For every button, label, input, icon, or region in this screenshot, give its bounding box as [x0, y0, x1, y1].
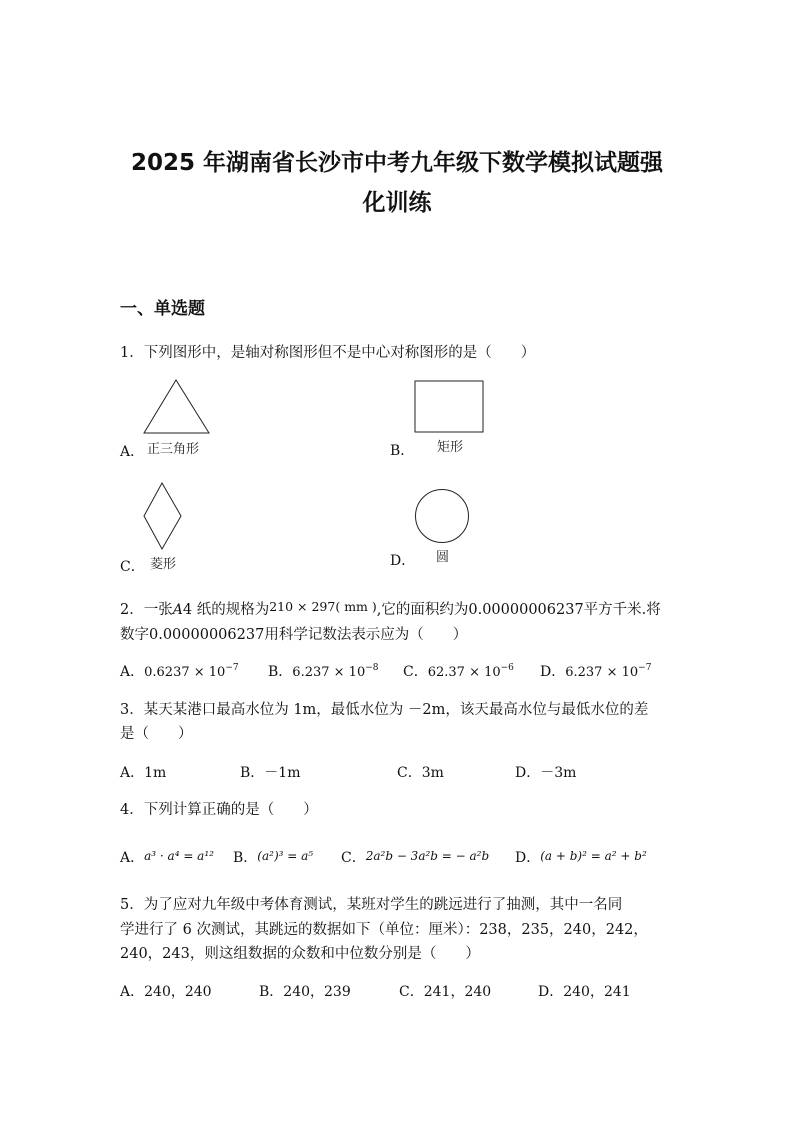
- q3-option-c: [397, 762, 444, 782]
- q4-option-d: [515, 847, 647, 867]
- q2-option-d-exp: −7: [638, 663, 652, 673]
- question-5-line2: 学进行了 6 次测试，其跳远的数据如下（单位：厘米）：238，235，240，242，: [120, 922, 648, 938]
- q2-option-b-formula: [292, 665, 378, 680]
- q2-stem-c: ,它的面积约为0.00000006237平方千米.将: [376, 602, 661, 618]
- q3-option-d-letter: D．: [515, 765, 541, 781]
- question-3-line1: 3．某天某港口最高水位为 1m，最低水位为 －2m，该天最高水位与最低水位的差: [120, 702, 649, 718]
- q4-option-d-letter: D．: [515, 850, 541, 866]
- question-4-stem: 4．下列计算正确的是（ ）: [120, 802, 318, 818]
- q5-option-b: [259, 981, 351, 1001]
- page-title-line2: 化训练: [362, 190, 432, 216]
- q4-option-b: [233, 847, 313, 867]
- question-1-stem: 1．下列图形中，是轴对称图形但不是中心对称图形的是（ ）: [120, 345, 536, 361]
- q1-option-d-caption: 圆: [436, 550, 450, 565]
- q3-option-a-letter: A．: [120, 765, 145, 781]
- circle-figure: [414, 488, 472, 546]
- q2-option-c-base: 62.37 × 10: [427, 665, 501, 680]
- q4-option-a-letter: A．: [120, 850, 145, 866]
- q1-option-c-caption: 菱形: [150, 557, 177, 572]
- q3-option-a: [120, 762, 166, 782]
- q2-option-a-base: 0.6237 × 10: [144, 665, 226, 680]
- equilateral-triangle-figure: [143, 378, 213, 436]
- q2-stem-formula: 210 × 297( mm ): [269, 599, 377, 614]
- q4-option-c-letter: C．: [341, 850, 366, 866]
- q3-option-d: [515, 762, 576, 782]
- section-heading: 一、单选题: [120, 299, 205, 319]
- q2-option-a: [120, 661, 239, 681]
- question-2-line2: 数字0.00000006237用科学记数法表示应为（ ）: [120, 627, 468, 643]
- question-2-stem: [120, 598, 661, 619]
- q4-option-b-letter: B．: [233, 850, 258, 866]
- q5-option-d-text: 240，241: [563, 984, 631, 1000]
- q5-option-d: [538, 981, 631, 1001]
- q2-option-b: [268, 661, 379, 681]
- rhombus-figure: [142, 482, 186, 552]
- q5-option-b-text: 240，239: [283, 984, 351, 1000]
- q2-option-b-base: 6.237 × 10: [292, 665, 366, 680]
- q2-option-c-formula: [428, 665, 514, 680]
- q3-option-a-text: 1m: [144, 765, 167, 781]
- q5-option-d-letter: D．: [538, 984, 564, 1000]
- q3-option-d-text: －3m: [540, 765, 577, 781]
- q5-option-a-letter: A．: [120, 984, 145, 1000]
- q2-option-a-formula: [144, 665, 238, 680]
- q3-option-c-letter: C．: [397, 765, 422, 781]
- q2-option-d-letter: D．: [540, 664, 566, 680]
- q1-option-b-caption: 矩形: [437, 440, 464, 455]
- q5-option-c-letter: C．: [399, 984, 424, 1000]
- q1-option-a-caption: 正三角形: [147, 442, 200, 457]
- q2-option-b-exp: −8: [365, 663, 379, 673]
- q1-option-a-letter: A．: [120, 444, 145, 460]
- question-5-line3: 240，243，则这组数据的众数和中位数分别是（ ）: [120, 946, 480, 962]
- q1-option-c-letter: C．: [120, 559, 145, 575]
- q5-option-a-text: 240，240: [144, 984, 212, 1000]
- q5-option-a: [120, 981, 212, 1001]
- q4-option-c-formula: 2a²b − 3a²b = − a²b: [365, 849, 490, 863]
- q2-option-c-exp: −6: [500, 663, 514, 673]
- question-3-line2: 是（ ）: [120, 726, 193, 742]
- q5-option-c-text: 241，240: [423, 984, 492, 1000]
- q4-option-a: [120, 847, 214, 867]
- q2-option-d-formula: [565, 665, 651, 680]
- q3-option-b: [240, 762, 300, 782]
- q5-option-b-letter: B．: [259, 984, 284, 1000]
- q1-option-b-letter: B．: [390, 443, 415, 459]
- q3-option-b-letter: B．: [240, 765, 265, 781]
- q4-option-b-formula: (a²)³ = a⁵: [257, 849, 314, 863]
- q2-option-a-letter: A．: [120, 664, 145, 680]
- q2-option-d: [540, 661, 651, 681]
- rectangle-figure: [414, 380, 486, 434]
- page-title-line1: 2025 年湖南省长沙市中考九年级下数学模拟试题强: [130, 150, 664, 176]
- q4-option-c: [341, 847, 489, 867]
- q2-option-c-letter: C．: [403, 664, 428, 680]
- question-5-line1: 5．为了应对九年级中考体育测试，某班对学生的跳远进行了抽测，其中一名同: [120, 897, 623, 913]
- q3-option-c-text: 3m: [421, 765, 444, 781]
- q2-stem-a: 2．一张: [120, 602, 173, 618]
- q4-option-a-formula: a³ · a⁴ = a¹²: [144, 849, 214, 863]
- q2-option-b-letter: B．: [268, 664, 293, 680]
- q2-option-c: [403, 661, 514, 681]
- q2-stem-b: 4 纸的规格为: [182, 602, 270, 618]
- q2-stem-variable: A: [172, 602, 183, 618]
- q5-option-c: [399, 981, 491, 1001]
- q2-option-d-base: 6.237 × 10: [565, 665, 639, 680]
- q3-option-b-text: －1m: [264, 765, 301, 781]
- q4-option-d-formula: (a + b)² = a² + b²: [540, 849, 647, 863]
- q1-option-d-letter: D．: [390, 553, 416, 569]
- q2-option-a-exp: −7: [225, 663, 239, 673]
